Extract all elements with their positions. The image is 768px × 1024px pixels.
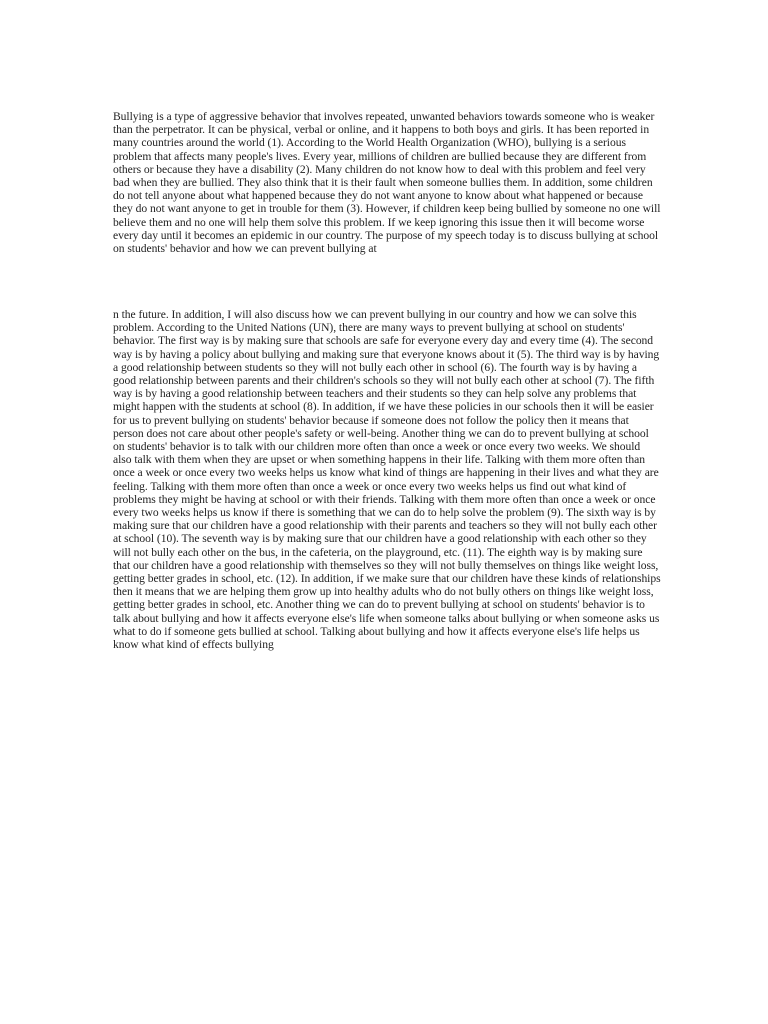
paragraph-body: n the future. In addition, I will also discuss how we can prevent bullying in our country and how we can solve this problem. According to the United Nations (UN), there are many ways to prevent bullying at school on students' behavior. The first way is by making sure that schools are safe for everyone every day and every time (4). The second way is by having a policy about bullying and making sure that everyone knows about it (5). The third way is by having a good relationship between students so they will not bully each other in school (6). The fourth way is by having a good relationship between parents and their children's schools so they will not bully each other at school (7). The fifth way is by having a good relationship between teachers and their students so they can help solve any problems that might happen with the students at school (8). In addition, if we have these policies in our schools then it will be easier for us to prevent bullying on students' behavior because if someone does not follow the policy then it means that person does not care about other people's safety or well-being. Another thing we can do to prevent bullying at school on students' behavior is to talk with our children more often than once a week or once every two weeks. We should also talk with them when they are upset or when something happens in their life. Talking with them more often than once a week or once every two weeks helps us know what kind of things are happening in their lives and what they are feeling. Talking with them more often than once a week or once every two weeks helps us find out what kind of problems they might be having at school or with their friends. Talking with them more often than once a week or once every two weeks helps us know if there is something that we can do to help solve the problem (9). The sixth way is by making sure that our children have a good relationship with their parents and teachers so they will not bully each other at school (10). The seventh way is by making sure that our children have a good relationship with each other so they will not bully each other on the bus, in the cafeteria, on the playground, etc. (11). The eighth way is by making sure that our children have a good relationship with themselves so they will not bully themselves on things like weight loss, getting better grades in school, etc. (12). In addition, if we make sure that our children have these kinds of relationships then it means that we are helping them grow up into healthy adults who do not bully others on things like weight loss, getting better grades in school, etc. Another thing we can do to prevent bullying at school on students' behavior is to talk about bullying and how it affects everyone else's life when someone talks about bullying or when someone asks us what to do if someone gets bullied at school. Talking about bullying and how it affects everyone else's life helps us know what kind of effects bullying [113, 308, 661, 652]
paragraph-intro: Bullying is a type of aggressive behavior that involves repeated, unwanted behaviors towards someone who is weaker than the perpetrator. It can be physical, verbal or online, and it happens to both boys and girls. It has been reported in many countries around the world (1). According to the World Health Organization (WHO), bullying is a serious problem that affects many people's lives. Every year, millions of children are bullied because they are different from others or because they have a disability (2). Many children do not know how to deal with this problem and feel very bad when they are bullied. They also think that it is their fault when someone bullies them. In addition, some children do not tell anyone about what happened because they do not want anyone to know about what happened or because they do not want anyone to get in trouble for them (3). However, if children keep being bullied by someone no one will believe them and no one will help them solve this problem. If we keep ignoring this issue then it will become worse every day until it becomes an epidemic in our country. The purpose of my speech today is to discuss bullying at school on students' behavior and how we can prevent bullying at [113, 110, 661, 256]
